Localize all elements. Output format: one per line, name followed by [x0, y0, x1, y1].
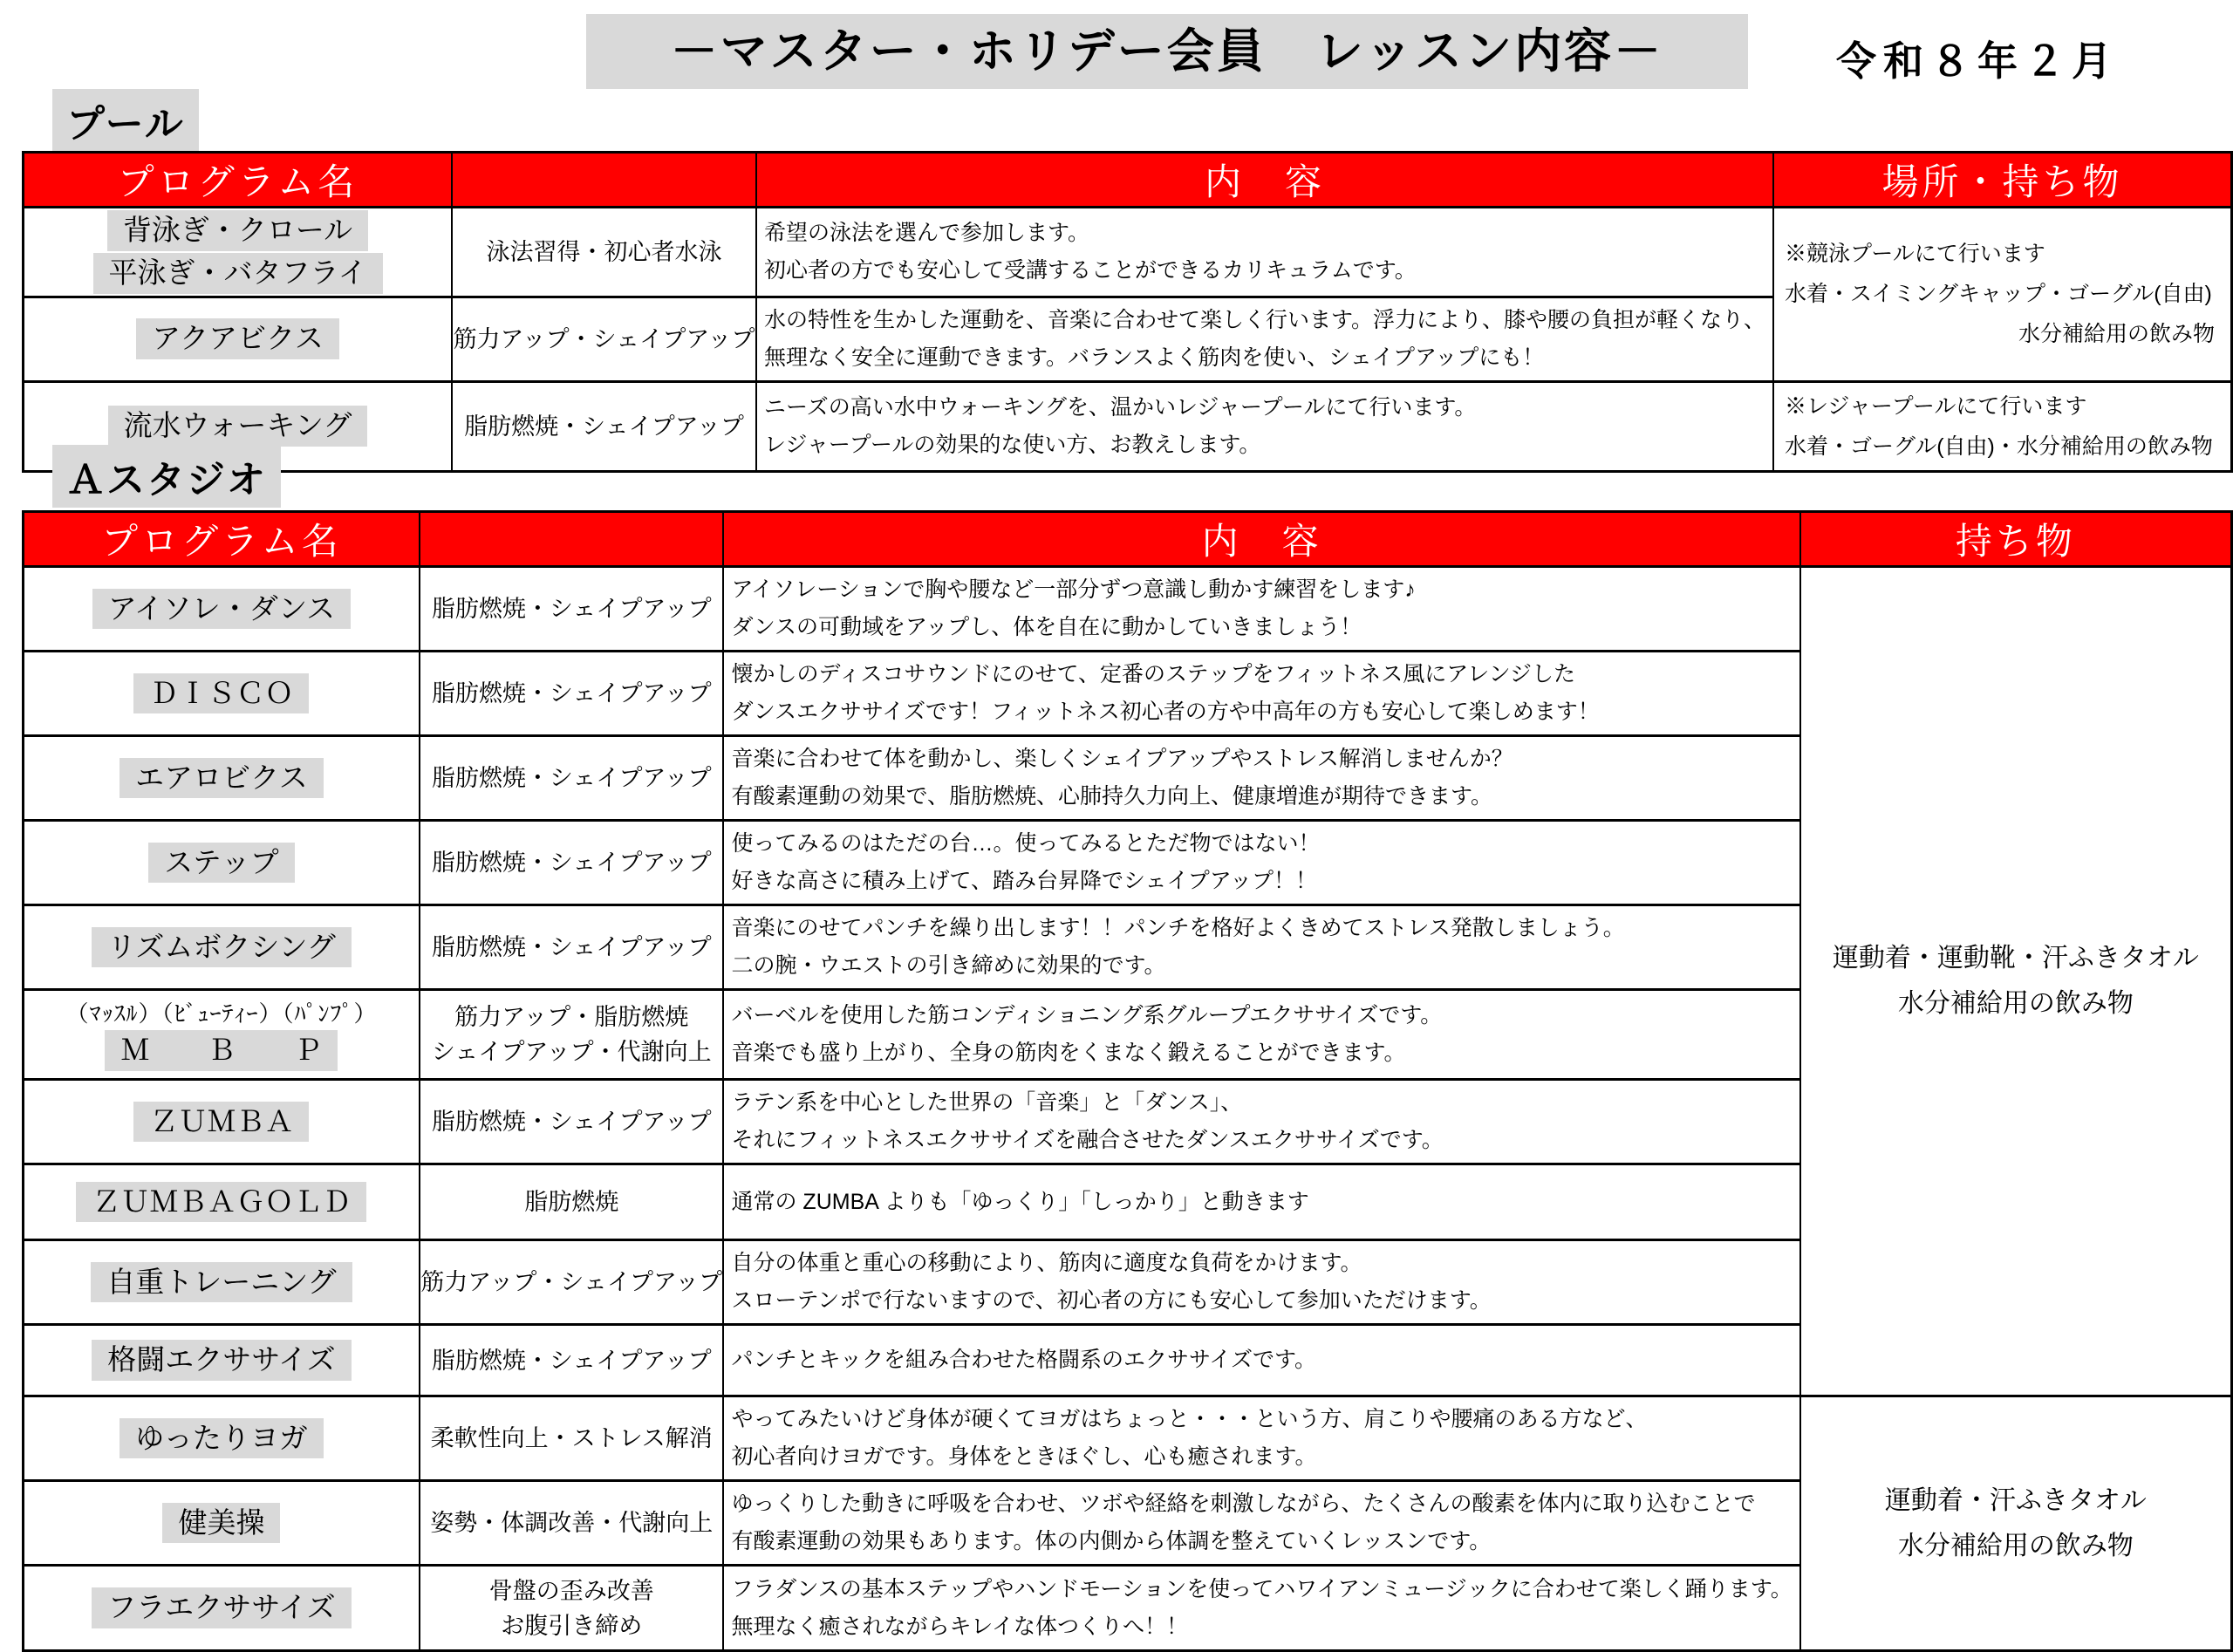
program-name: 自重トレーニング — [91, 1262, 352, 1303]
program-cell — [24, 1481, 420, 1566]
effect-cell: 姿勢・体調改善・代謝向上 — [420, 1481, 724, 1566]
page-title: －マスター・ホリデー会員 レッスン内容－ — [586, 14, 1748, 89]
content-cell: バーベルを使用した筋コンディショニング系グループエクササイズです。 音楽でも盛り上がり、全身の筋肉をくまなく鍛えることができます。 — [723, 990, 1799, 1080]
section-label-pool: プール — [52, 89, 199, 152]
items-cell: 運動着・汗ふきタオル 水分補給用の飲み物 — [1800, 1396, 2232, 1651]
program-name: リズムボクシング — [92, 927, 352, 968]
content-cell: ゆっくりした動きに呼吸を合わせ、ツボや経絡を刺激しながら、たくさんの酸素を体内に取り込むことで 有酸素運動の効果もあります。体の内側から体調を整えていくレッスンです。 — [723, 1481, 1799, 1566]
effect-cell: 筋力アップ・シェイプアップ — [420, 1240, 724, 1325]
pool-table — [22, 151, 2233, 473]
effect-cell: 脂肪燃焼・シェイプアップ — [420, 905, 724, 990]
effect-cell: 脂肪燃焼・シェイプアップ — [420, 821, 724, 905]
program-name: 平泳ぎ・バタフライ — [93, 253, 383, 294]
table-row — [24, 1396, 2232, 1481]
effect-cell: 脂肪燃焼・シェイプアップ — [452, 381, 756, 471]
program-name: アクアビクス — [136, 318, 339, 359]
program-cell — [24, 297, 453, 381]
items-cell: ※競泳プールにて行います 水着・スイミングキャップ・ゴーグル(自由) 水分補給用の飲み物 — [1773, 208, 2232, 382]
table-row — [24, 567, 2232, 652]
effect-cell: 脂肪燃焼・シェイプアップ — [420, 1325, 724, 1396]
effect-cell: 脂肪燃焼・シェイプアップ — [420, 567, 724, 652]
content-cell: 音楽に合わせて体を動かし、楽しくシェイプアップやストレス解消しませんか？ 有酸素運動の効果で、脂肪燃焼、心肺持久力向上、健康増進が期待できます。 — [723, 736, 1799, 821]
content-cell: 懐かしのディスコサウンドにのせて、定番のステップをフィットネス風にアレンジした ダンスエクササイズです！フィットネス初心者の方や中高年の方も安心して楽しめます！ — [723, 652, 1799, 736]
content-cell: パンチとキックを組み合わせた格闘系のエクササイズです。 — [723, 1325, 1799, 1396]
program-name: アイソレ・ダンス — [92, 589, 351, 630]
program-name: エアロビクス — [120, 758, 324, 799]
items-cell: ※レジャープールにて行います 水着・ゴーグル(自由)・水分補給用の飲み物 — [1773, 381, 2232, 471]
program-cell — [24, 990, 420, 1080]
studio-a-table — [22, 510, 2233, 1652]
program-cell — [24, 208, 453, 297]
content-cell: 希望の泳法を選んで参加します。 初心者の方でも安心して受講することができるカリキュラムです。 — [756, 208, 1773, 297]
program-header: プログラム名 — [24, 512, 420, 567]
program-name: ステップ — [148, 843, 294, 884]
program-cell — [24, 1080, 420, 1164]
effect-cell: 脂肪燃焼 — [420, 1164, 724, 1240]
program-name: 健美操 — [162, 1503, 280, 1544]
table-header-row — [24, 153, 2232, 208]
table-header-row — [24, 512, 2232, 567]
program-header: プログラム名 — [24, 153, 453, 208]
program-name: ＺＵＭＢＡ — [133, 1102, 309, 1143]
program-cell — [24, 1164, 420, 1240]
program-name: ＺＵＭＢＡＧＯＬＤ — [76, 1182, 366, 1223]
content-cell: 自分の体重と重心の移動により、筋肉に適度な負荷をかけます。 スローテンポで行ないますので、初心者の方にも安心して参加いただけます。 — [723, 1240, 1799, 1325]
program-name: 背泳ぎ・クロール — [107, 210, 368, 251]
content-cell: 音楽にのせてパンチを繰り出します！！パンチを格好よくきめてストレス発散しましょう。 二の腕・ウエストの引き締めに効果的です。 — [723, 905, 1799, 990]
effect-header — [420, 512, 724, 567]
content-header: 内 容 — [756, 153, 1773, 208]
program-cell — [24, 821, 420, 905]
table-row — [24, 208, 2232, 297]
content-cell: 使ってみるのはただの台…。使ってみるとただ物ではない！ 好きな高さに積み上げて、踏み台昇降でシェイプアップ！！ — [723, 821, 1799, 905]
effect-cell: 泳法習得・初心者水泳 — [452, 208, 756, 297]
program-cell — [24, 1325, 420, 1396]
program-ruby: （ﾏｯｽﾙ）（ﾋﾞｭｰﾃｨｰ）（ﾊﾟﾝﾌﾟ） — [65, 1000, 378, 1027]
date-label: 令和８年２月 — [1836, 38, 2119, 84]
program-cell — [24, 567, 420, 652]
program-cell — [24, 1566, 420, 1651]
effect-cell: 脂肪燃焼・シェイプアップ — [420, 652, 724, 736]
content-cell: フラダンスの基本ステップやハンドモーションを使ってハワイアンミュージックに合わせて楽しく踊ります。 無理なく癒されながらキレイな体つくりへ！！ — [723, 1566, 1799, 1651]
program-name: ゆったりヨガ — [120, 1418, 324, 1459]
program-cell — [24, 1240, 420, 1325]
program-name: フラエクササイズ — [92, 1587, 351, 1628]
content-cell: ニーズの高い水中ウォーキングを、温かいレジャープールにて行います。 レジャープールの効果的な使い方、お教えします。 — [756, 381, 1773, 471]
program-cell — [24, 736, 420, 821]
items-header: 場所・持ち物 — [1773, 153, 2232, 208]
effect-cell: 骨盤の歪み改善 お腹引き締め — [420, 1566, 724, 1651]
content-cell: 通常の ZUMBA よりも「ゆっくり」「しっかり」と動きます — [723, 1164, 1799, 1240]
section-label-studio-a: Ａスタジオ — [52, 445, 281, 508]
content-cell: アイソレーションで胸や腰など一部分ずつ意識し動かす練習をします♪ ダンスの可動域をアップし、体を自在に動かしていきましょう！ — [723, 567, 1799, 652]
items-header: 持ち物 — [1800, 512, 2232, 567]
content-header: 内 容 — [723, 512, 1799, 567]
program-cell — [24, 1396, 420, 1481]
effect-cell: 脂肪燃焼・シェイプアップ — [420, 1080, 724, 1164]
program-name: 格闘エクササイズ — [92, 1340, 351, 1381]
content-cell: ラテン系を中心とした世界の「音楽」と「ダンス」、 それにフィットネスエクササイズを融合させたダンスエクササイズです。 — [723, 1080, 1799, 1164]
program-name: ＤＩＳＣＯ — [133, 673, 309, 714]
effect-cell: 脂肪燃焼・シェイプアップ — [420, 736, 724, 821]
effect-cell: 柔軟性向上・ストレス解消 — [420, 1396, 724, 1481]
program-cell — [24, 652, 420, 736]
content-cell: やってみたいけど身体が硬くてヨガはちょっと・・・という方、肩こりや腰痛のある方など、 初心者向けヨガです。身体をときほぐし、心も癒されます。 — [723, 1396, 1799, 1481]
program-cell — [24, 905, 420, 990]
content-cell: 水の特性を生かした運動を、音楽に合わせて楽しく行います。浮力により、膝や腰の負担が軽くなり、 無理なく安全に運動できます。バランスよく筋肉を使い、シェイプアップにも！ — [756, 297, 1773, 381]
program-name: 流水ウォーキング — [108, 406, 368, 447]
table-row — [24, 381, 2232, 471]
effect-header — [452, 153, 756, 208]
effect-cell: 筋力アップ・シェイプアップ — [452, 297, 756, 381]
program-name: Ｍ Ｂ Ｐ — [105, 1030, 338, 1071]
effect-cell: 筋力アップ・脂肪燃焼 シェイプアップ・代謝向上 — [420, 990, 724, 1080]
items-cell: 運動着・運動靴・汗ふきタオル 水分補給用の飲み物 — [1800, 567, 2232, 1396]
